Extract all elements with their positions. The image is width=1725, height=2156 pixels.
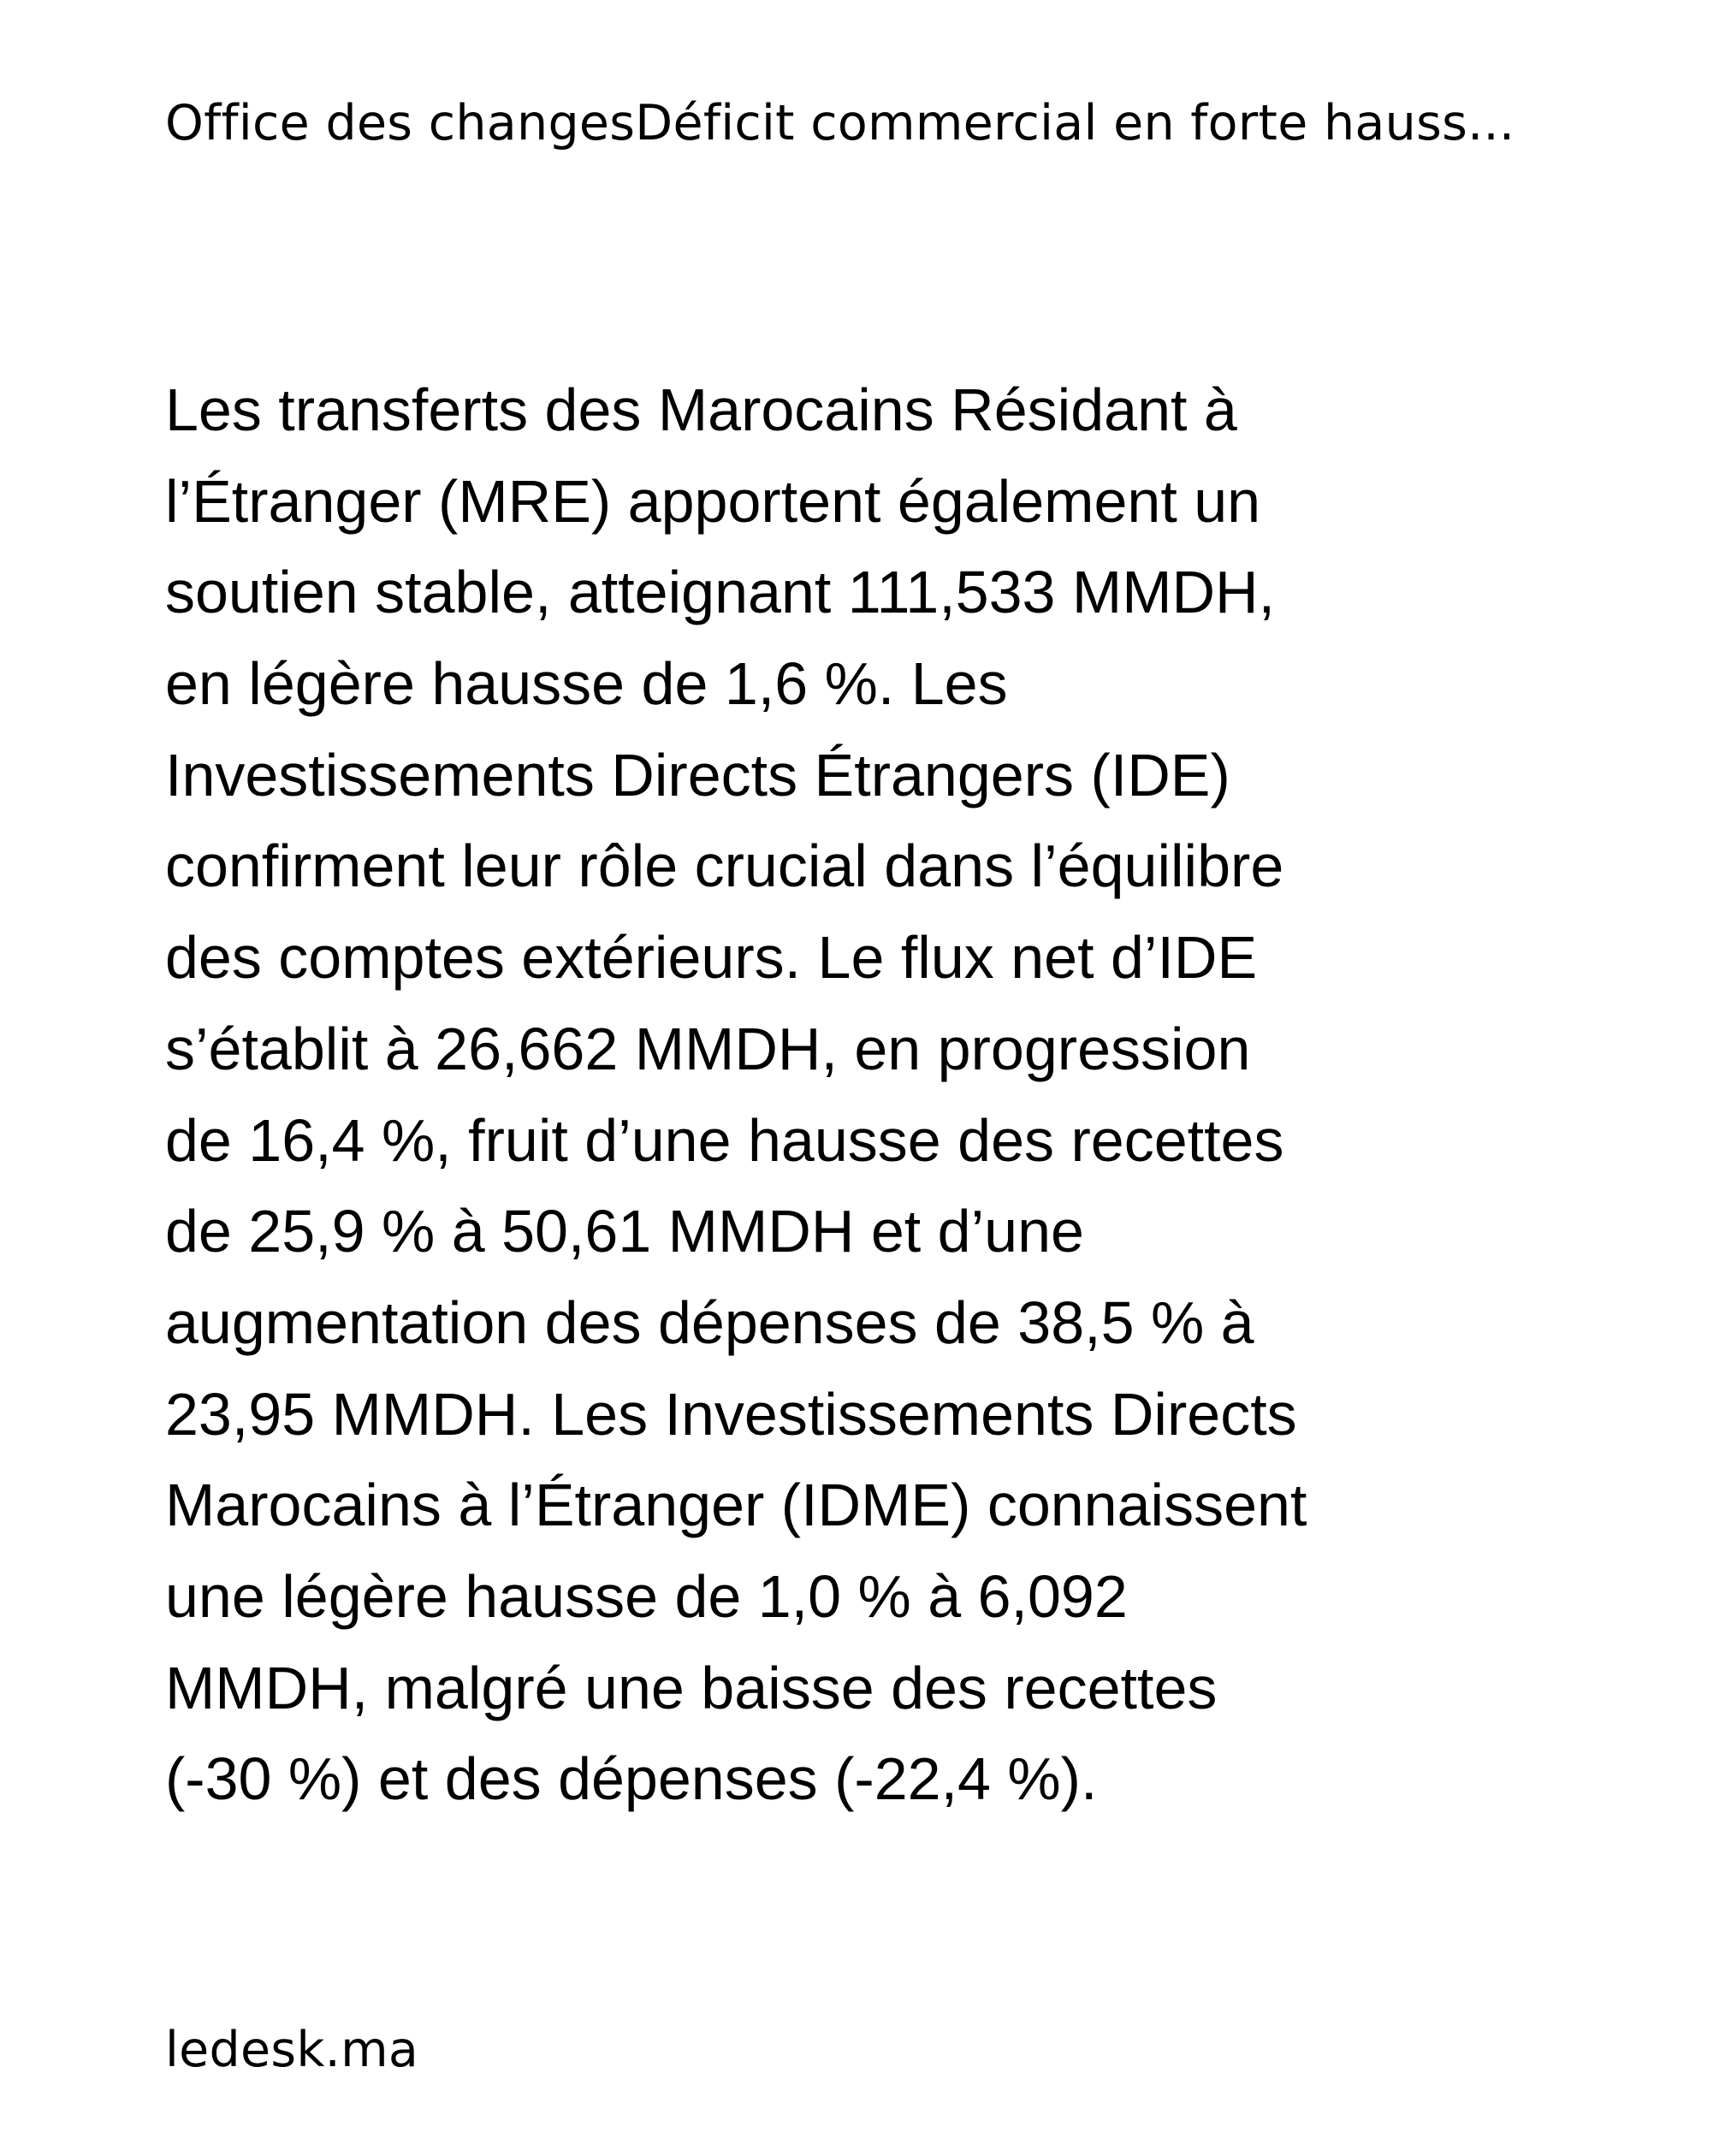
page-title: Office des changesDéficit commercial en forte hauss... <box>165 95 1515 151</box>
article-line: soutien stable, atteignant 111,533 MMDH, <box>165 559 1276 626</box>
article-line: Marocains à l’Étranger (IDME) connaissent <box>165 1472 1307 1539</box>
article-line: 23,95 MMDH. Les Investissements Directs <box>165 1380 1297 1448</box>
article-line: l’Étranger (MRE) apportent également un <box>165 467 1261 535</box>
article-line: s’établit à 26,662 MMDH, en progression <box>165 1015 1251 1082</box>
article-line: Les transferts des Marocains Résidant à <box>165 376 1237 443</box>
article-line: des comptes extérieurs. Le flux net d’IDE <box>165 924 1258 992</box>
source-label: ledesk.ma <box>165 2022 419 2078</box>
article-body <box>165 364 1637 1825</box>
article-line: augmentation des dépenses de 38,5 % à <box>165 1288 1254 1356</box>
article-line: MMDH, malgré une baisse des recettes <box>165 1654 1218 1721</box>
article-line: une légère hausse de 1,0 % à 6,092 <box>165 1562 1128 1630</box>
article-line: Investissements Directs Étrangers (IDE) <box>165 741 1230 808</box>
article-line: (-30 %) et des dépenses (-22,4 %). <box>165 1745 1098 1813</box>
article-line: en légère hausse de 1,6 %. Les <box>165 650 1008 718</box>
article-line: confirment leur rôle crucial dans l’équilibre <box>165 832 1284 900</box>
article-line: de 25,9 % à 50,61 MMDH et d’une <box>165 1198 1084 1265</box>
article-line: de 16,4 %, fruit d’une hausse des recettes <box>165 1106 1284 1174</box>
